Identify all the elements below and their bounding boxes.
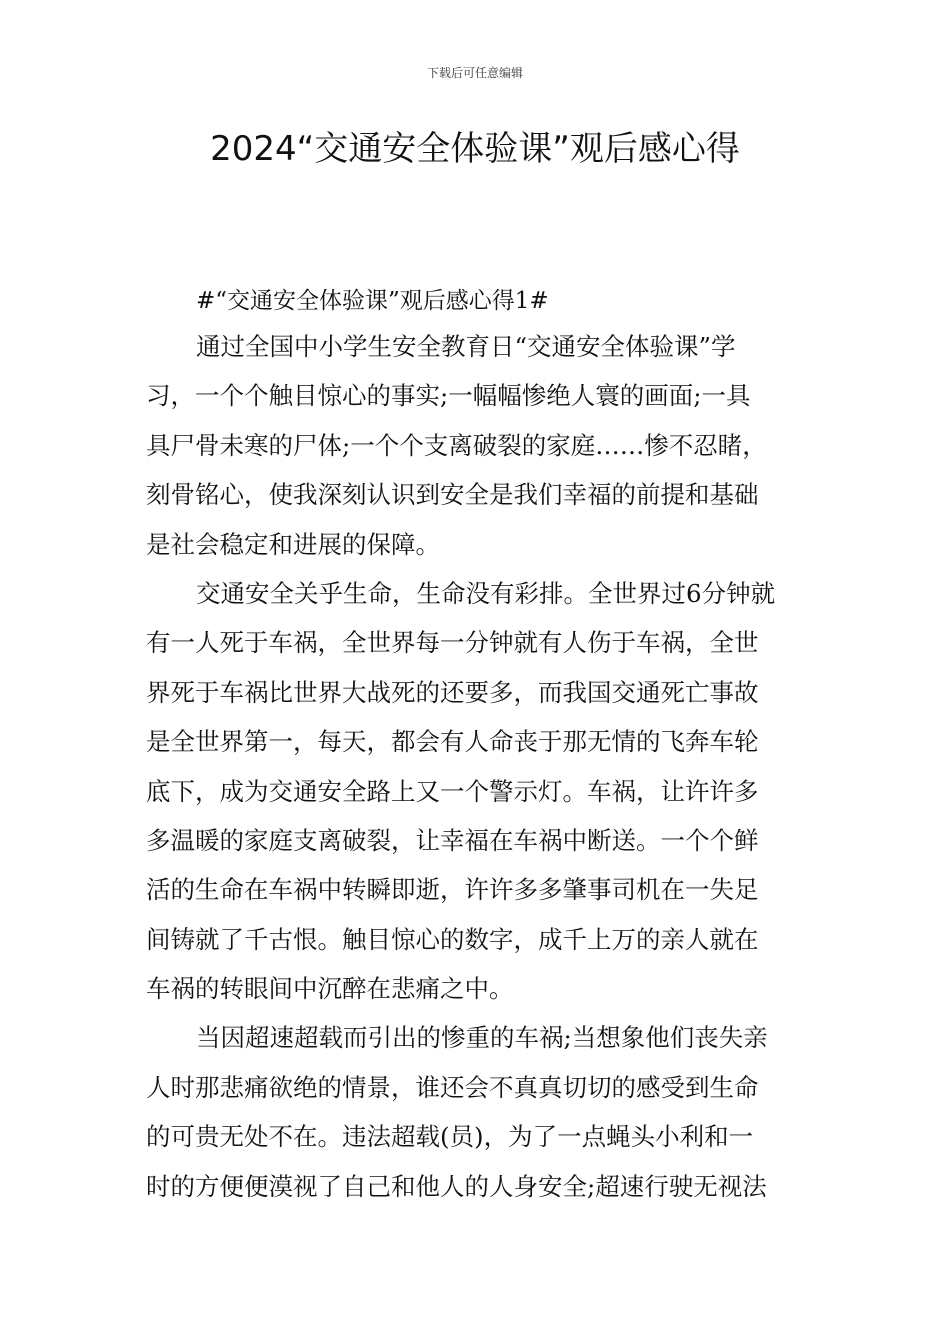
paragraph-line: 具尸骨未寒的尸体;一个个支离破裂的家庭……惨不忍睹， — [146, 430, 767, 460]
header-note: 下载后可任意编辑 — [426, 66, 523, 80]
paragraph-line: 的可贵无处不在。违法超载(员)，为了一点蝇头小利和一 — [146, 1122, 754, 1152]
paragraph-line: 多温暖的家庭支离破裂，让幸福在车祸中断送。一个个鲜 — [146, 825, 759, 855]
paragraph-line: 通过全国中小学生安全教育日“交通安全体验课”学 — [196, 332, 736, 361]
section-heading: #“交通安全体验课”观后感心得1# — [196, 288, 549, 314]
paragraph-line: 活的生命在车祸中转瞬即逝，许许多多肇事司机在一失足 — [146, 875, 759, 905]
paragraph-line: 时的方便便漠视了自己和他人的人身安全;超速行驶无视法 — [146, 1171, 767, 1201]
document-title: 2024“交通安全体验课”观后感心得 — [210, 129, 740, 169]
paragraph-line: 交通安全关乎生命，生命没有彩排。全世界过6分钟就 — [196, 578, 776, 608]
paragraph-line: 当因超速超载而引出的惨重的车祸;当想象他们丧失亲 — [196, 1023, 768, 1053]
paragraph-line: 是全世界第一，每天，都会有人命丧于那无情的飞奔车轮 — [146, 727, 759, 757]
paragraph-line: 有一人死于车祸，全世界每一分钟就有人伤于车祸，全世 — [146, 628, 759, 658]
paragraph-line: 人时那悲痛欲绝的情景，谁还会不真真切切的感受到生命 — [146, 1072, 759, 1102]
paragraph-2 — [146, 569, 806, 1014]
paragraph-3 — [146, 1013, 806, 1211]
paragraph-1 — [146, 322, 806, 569]
paragraph-line: 间铸就了千古恨。触目惊心的数字，成千上万的亲人就在 — [146, 924, 759, 954]
paragraph-line: 刻骨铭心，使我深刻认识到安全是我们幸福的前提和基础 — [146, 480, 759, 510]
paragraph-line: 习，一个个触目惊心的事实;一幅幅惨绝人寰的画面;一具 — [146, 381, 751, 411]
paragraph-line: 是社会稳定和进展的保障。 — [146, 529, 440, 559]
document-body — [146, 280, 806, 1211]
paragraph-line: 车祸的转眼间中沉醉在悲痛之中。 — [146, 974, 514, 1004]
paragraph-line: 底下，成为交通安全路上又一个警示灯。车祸，让许许多 — [146, 776, 759, 806]
paragraph-line: 界死于车祸比世界大战死的还要多，而我国交通死亡事故 — [146, 677, 759, 707]
